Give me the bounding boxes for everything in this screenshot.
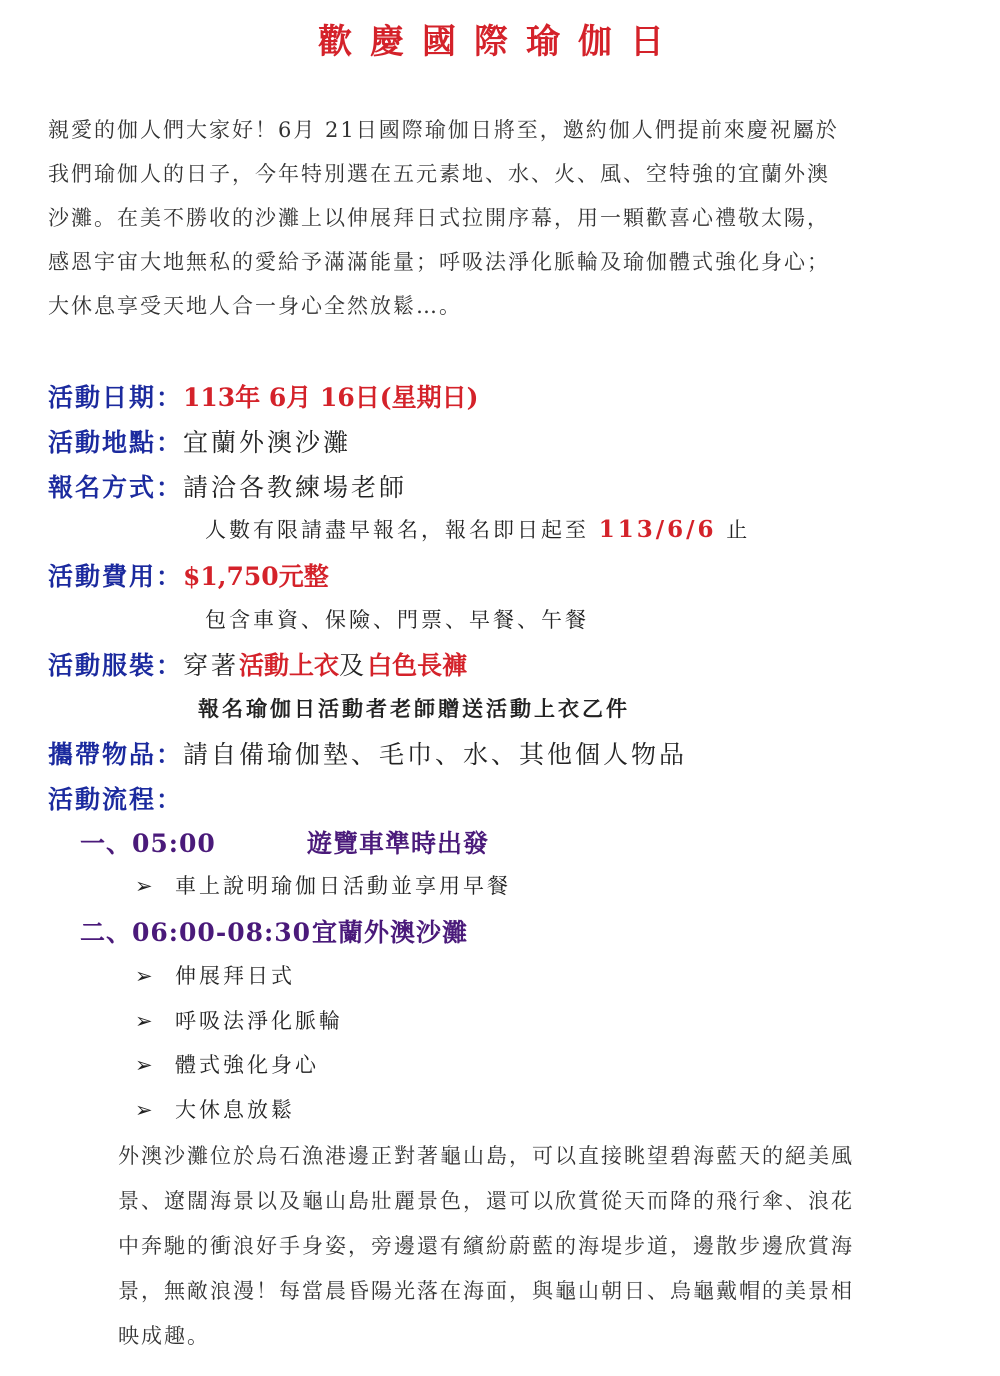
dress-pants: 白色長褲 [367,651,468,680]
dress-top: 活動上衣 [239,651,340,680]
signup-note-text: 人數有限請盡早報名，報名即日起至 [205,518,599,542]
list-item-text: 體式強化身心 [175,1053,319,1077]
outro-line: 映成趣。 [118,1324,210,1348]
intro-line: 沙灘。在美不勝收的沙灘上以伸展拜日式拉開序幕，用一顆歡喜心禮敬太陽， [48,206,830,230]
event-place-value: 宜蘭外澳沙灘 [183,428,352,457]
list-item-text: 伸展拜日式 [175,964,295,988]
list-item-text: 呼吸法淨化脈輪 [175,1009,343,1033]
schedule-index: 二、 [80,918,133,947]
schedule-time: 06:00-08:30 [132,918,312,947]
event-place-row [48,423,351,459]
signup-deadline: 113/6/6 [598,516,717,543]
intro-line: 我們瑜伽人的日子，今年特別選在五元素地、水、火、風、空特強的宜蘭外澳 [48,162,830,186]
page-title: 歡慶國際瑜伽日 [318,22,682,62]
items-row [48,735,687,771]
outro-line: 景，無敵浪漫！每當晨昏陽光落在海面，與龜山朝日、烏龜戴帽的美景相 [118,1279,854,1303]
items-value: 請自備瑜伽墊、毛巾、水、其他個人物品 [183,740,688,769]
list-item [135,1049,319,1079]
schedule-item-2 [80,913,468,949]
dress-row [48,646,467,682]
list-item [135,870,511,900]
list-item-text: 車上說明瑜伽日活動並享用早餐 [175,874,511,898]
signup-end: 止 [716,518,751,542]
schedule-item-1 [80,824,489,860]
outro-line: 景、遼闊海景以及龜山島壯麗景色，還可以欣賞從天而降的飛行傘、浪花 [118,1189,854,1213]
arrow-bullet-icon: ➢ [135,1098,156,1122]
schedule-title: 遊覽車準時出發 [307,829,490,858]
schedule-row [48,780,183,816]
signup-label: 報名方式： [48,473,184,502]
dress-label: 活動服裝： [48,651,184,680]
items-label: 攜帶物品： [48,740,184,769]
intro-paragraph [48,108,948,328]
arrow-bullet-icon: ➢ [135,964,156,988]
arrow-bullet-icon: ➢ [135,1053,156,1077]
list-item [135,1005,343,1035]
event-date-label: 活動日期： [48,383,184,412]
list-item [135,1094,295,1124]
arrow-bullet-icon: ➢ [135,1009,156,1033]
schedule-title: 宜蘭外澳沙灘 [312,918,469,947]
schedule-label: 活動流程： [48,785,184,814]
intro-line: 感恩宇宙大地無私的愛給予滿滿能量；呼吸法淨化脈輪及瑜伽體式強化身心； [48,250,830,274]
fee-value: $1,750元整 [183,562,329,591]
arrow-bullet-icon: ➢ [135,874,156,898]
dress-gift-note: 報名瑜伽日活動者老師贈送活動上衣乙件 [198,696,630,721]
outro-paragraph [118,1134,948,1359]
fee-note: 包含車資、保險、門票、早餐、午餐 [205,608,589,632]
schedule-index: 一、 [80,829,133,858]
list-item-text: 大休息放鬆 [175,1098,295,1122]
dress-and: 及 [339,651,368,680]
fee-label: 活動費用： [48,562,184,591]
event-date-row [48,378,478,414]
schedule-time: 05:00 [132,829,216,858]
outro-line: 外澳沙灘位於烏石漁港邊正對著龜山島，可以直接眺望碧海藍天的絕美風 [118,1144,854,1168]
signup-value: 請洽各教練場老師 [183,473,408,502]
intro-line: 大休息享受天地人合一身心全然放鬆…。 [48,294,462,318]
signup-row [48,468,407,504]
outro-line: 中奔馳的衝浪好手身姿，旁邊還有繽紛蔚藍的海堤步道，邊散步邊欣賞海 [118,1234,854,1258]
signup-note [205,514,750,544]
list-item [135,960,295,990]
fee-row [48,557,329,593]
event-date-value: 113年 6月 16日(星期日) [183,383,479,412]
dress-prefix: 穿著 [183,651,240,680]
event-place-label: 活動地點： [48,428,184,457]
intro-line: 親愛的伽人們大家好！6月 21日國際瑜伽日將至，邀約伽人們提前來慶祝屬於 [48,118,839,142]
